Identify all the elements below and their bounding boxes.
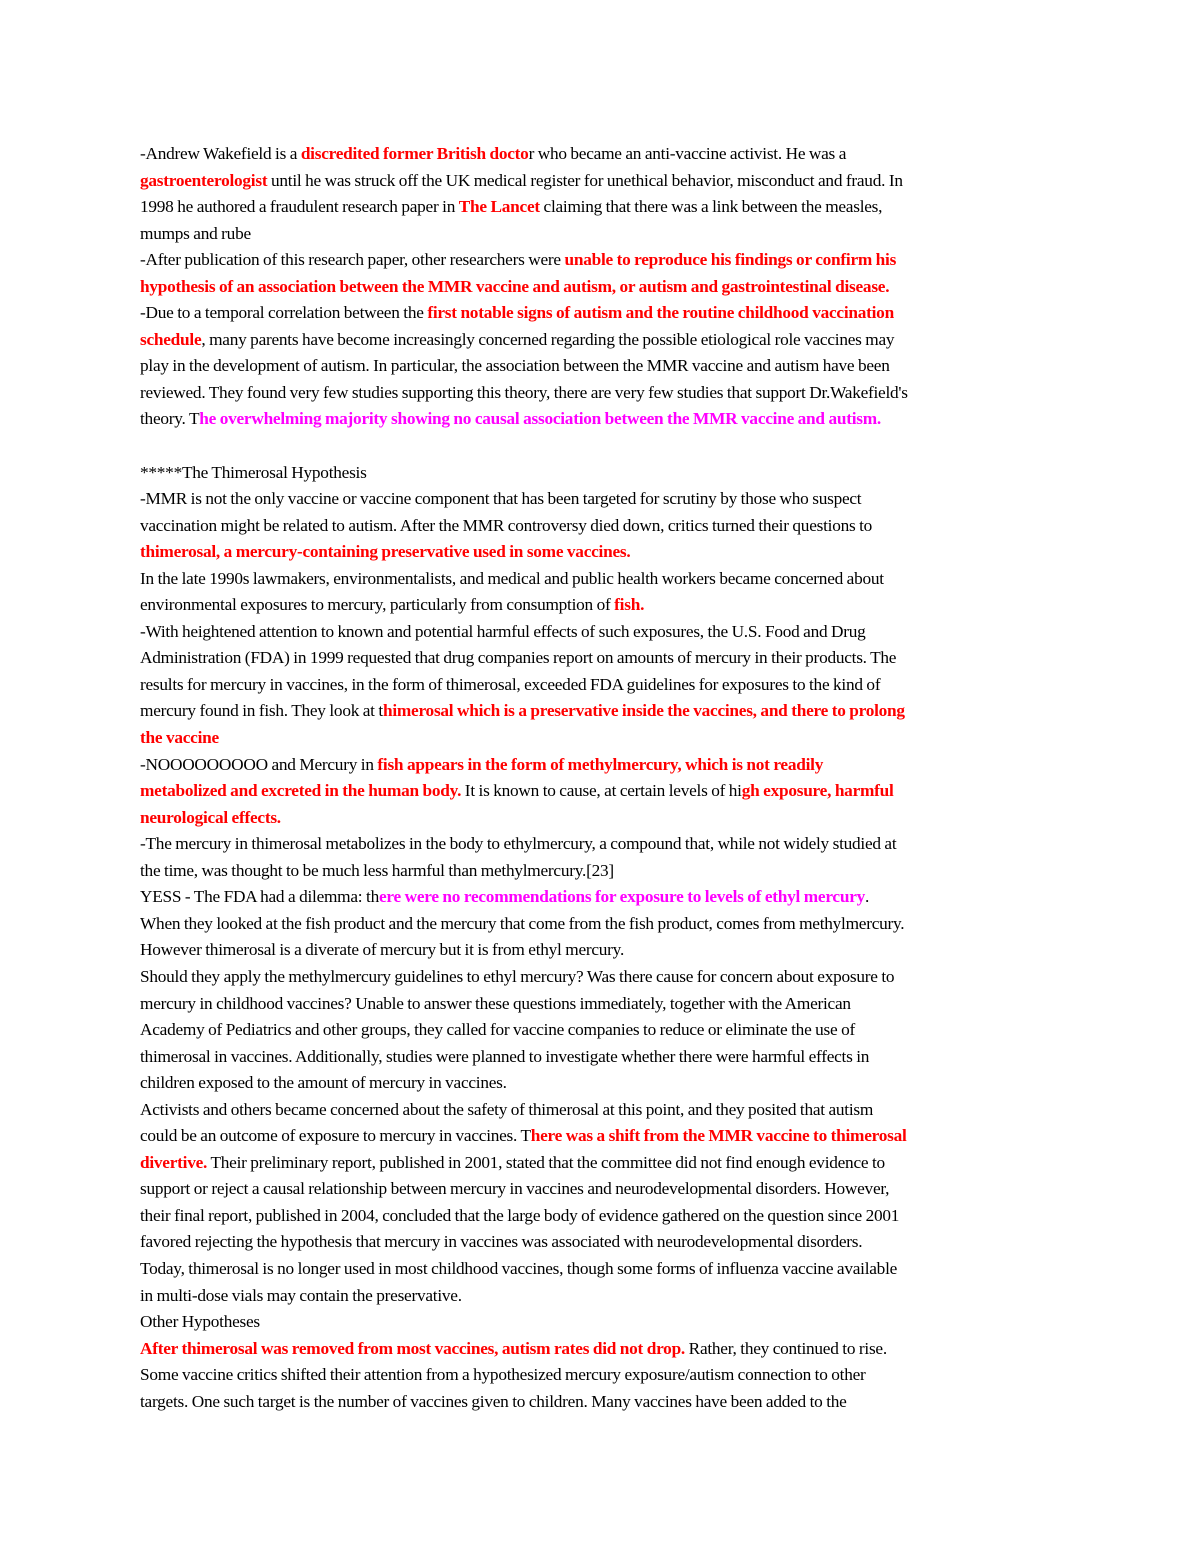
text-run: in multi-dose vials may contain the preservative. xyxy=(140,1285,462,1305)
text-run: reviewed. They found very few studies supporting this theory, there are very few studies that support Dr.Wakefield's xyxy=(140,382,908,402)
emphasis-run: here was a shift from the MMR vaccine to thimerosal xyxy=(530,1126,907,1146)
text-run: r who became an anti-vaccine activist. He was a xyxy=(528,144,847,163)
text-line xyxy=(140,1044,1065,1071)
text-line xyxy=(140,1070,1065,1097)
text-run: Rather, they continued to rise. xyxy=(685,1338,887,1358)
text-line xyxy=(140,1283,1065,1310)
text-run: the time, was thought to be much less harmful than methylmercury.[23] xyxy=(140,860,614,880)
emphasis-run: metabolized and excreted in the human body. xyxy=(140,781,462,801)
text-run: mumps and rube xyxy=(140,223,251,243)
text-run: play in the development of autism. In particular, the association between the MMR vaccine and autism have been xyxy=(140,356,890,376)
text-run: -After publication of this research paper, other researchers were xyxy=(140,250,565,270)
emphasis-run: hypothesis of an association between the MMR vaccine and autism, or autism and gastrointestinal disease. xyxy=(140,276,890,296)
emphasis-run: fish appears in the form of methylmercury, which is not readily xyxy=(377,754,824,774)
text-line xyxy=(140,513,1065,540)
text-line xyxy=(140,1017,1065,1044)
text-run: until he was struck off the UK medical register for unethical behavior, misconduct and fraud. In xyxy=(267,170,903,190)
text-line xyxy=(140,831,1065,858)
emphasis-run: schedule xyxy=(140,329,202,349)
emphasis-run: fish. xyxy=(614,595,645,615)
text-run: -Due to a temporal correlation between the xyxy=(140,303,428,323)
text-line xyxy=(140,566,1065,593)
text-line xyxy=(140,645,1065,672)
text-run: mercury in childhood vaccines? Unable to answer these questions immediately, together with the American xyxy=(140,993,851,1013)
text-run: their final report, published in 2004, concluded that the large body of evidence gathered on the question since 2001 xyxy=(140,1205,900,1225)
text-line xyxy=(140,406,1065,433)
text-run: targets. One such target is the number of vaccines given to children. Many vaccines have been added to the xyxy=(140,1391,847,1411)
text-run: mercury found in fish. They look at t xyxy=(140,701,383,721)
text-line xyxy=(140,1229,1065,1256)
text-run: -Andrew Wakefield is a xyxy=(140,144,301,163)
text-line xyxy=(140,698,1065,725)
emphasis-run: the vaccine xyxy=(140,728,219,748)
text-run: results for mercury in vaccines, in the form of thimerosal, exceeded FDA guidelines for exposures to the kind of xyxy=(140,674,881,694)
emphasis-run: gastroenterologist xyxy=(140,170,268,190)
text-line xyxy=(140,1176,1065,1203)
text-line xyxy=(140,805,1065,832)
emphasis-run: unable to reproduce his findings or confirm his xyxy=(564,250,897,270)
text-run: environmental exposures to mercury, particularly from consumption of xyxy=(140,595,615,615)
text-line xyxy=(140,247,1065,274)
emphasis-run: discredited former British docto xyxy=(300,144,529,163)
text-run: Administration (FDA) in 1999 requested that drug companies report on amounts of mercury in their products. The xyxy=(140,648,897,668)
text-line xyxy=(140,1150,1065,1177)
text-run: , many parents have become increasingly concerned regarding the possible etiological role vaccines may xyxy=(201,329,895,349)
text-line xyxy=(140,1123,1065,1150)
emphasis-run: himerosal which is a preservative inside the vaccines, and there to prolong xyxy=(382,701,905,721)
emphasis-run: he overwhelming majority showing no causal association between the MMR vaccine and autism. xyxy=(199,409,881,429)
text-line xyxy=(140,725,1065,752)
text-line xyxy=(140,539,1065,566)
text-run: . xyxy=(865,887,870,907)
text-run: It is known to cause, at certain levels of hi xyxy=(461,781,742,801)
text-run: Today, thimerosal is no longer used in most childhood vaccines, though some forms of influenza vaccine available xyxy=(140,1258,898,1278)
emphasis-run: ere were no recommendations for exposure to levels of ethyl mercury xyxy=(378,887,866,907)
emphasis-run: first notable signs of autism and the routine childhood vaccination xyxy=(427,303,894,323)
text-run: 1998 he authored a fraudulent research paper in xyxy=(140,197,459,217)
text-line xyxy=(140,1203,1065,1230)
text-run: Other Hypotheses xyxy=(140,1312,260,1332)
text-run: theory. T xyxy=(140,409,200,429)
text-run: Some vaccine critics shifted their attention from a hypothesized mercury exposure/autism connection to other xyxy=(140,1365,866,1385)
text-run: -NOOOOOOOOO and Mercury in xyxy=(140,754,378,774)
text-line xyxy=(140,858,1065,885)
text-line xyxy=(140,1336,1065,1363)
text-run: Academy of Pediatrics and other groups, they called for vaccine companies to reduce or eliminate the use of xyxy=(140,1020,856,1040)
text-line xyxy=(140,1309,1065,1336)
text-run: When they looked at the fish product and the mercury that come from the fish product, comes from methylmercury. xyxy=(140,913,905,933)
text-line xyxy=(140,619,1065,646)
text-line xyxy=(140,380,1065,407)
text-run: support or reject a causal relationship between mercury in vaccines and neurodevelopmental disorders. However, xyxy=(140,1179,890,1199)
emphasis-run: After thimerosal was removed from most vaccines, autism rates did not drop. xyxy=(140,1338,685,1358)
text-run: -The mercury in thimerosal metabolizes in the body to ethylmercury, a compound that, while not widely studied at xyxy=(140,834,897,854)
document-body xyxy=(140,141,1065,1415)
text-line xyxy=(140,1389,1065,1416)
text-line xyxy=(140,672,1065,699)
text-run: children exposed to the amount of mercury in vaccines. xyxy=(140,1073,507,1093)
text-run: vaccination might be related to autism. After the MMR controversy died down, critics turned their questions to xyxy=(140,515,873,535)
emphasis-run: thimerosal, a mercury-containing preservative used in some vaccines. xyxy=(140,542,631,562)
text-line xyxy=(140,300,1065,327)
text-run: Should they apply the methylmercury guidelines to ethyl mercury? Was there cause for concern about exposure to xyxy=(140,966,895,986)
text-run: Their preliminary report, published in 2001, stated that the committee did not find enough evidence to xyxy=(207,1152,885,1172)
text-line xyxy=(140,274,1065,301)
text-line xyxy=(140,911,1065,938)
text-line xyxy=(140,1362,1065,1389)
text-line xyxy=(140,1097,1065,1124)
text-line xyxy=(140,937,1065,964)
blank-line xyxy=(140,433,1065,460)
text-run: -With heightened attention to known and potential harmful effects of such exposures, the U.S. Food and Drug xyxy=(140,621,866,641)
text-run: *****The Thimerosal Hypothesis xyxy=(140,462,367,482)
text-line xyxy=(140,327,1065,354)
emphasis-run: divertive. xyxy=(140,1152,208,1172)
text-line xyxy=(140,486,1065,513)
text-line xyxy=(140,592,1065,619)
text-run: favored rejecting the hypothesis that mercury in vaccines was associated with neurodevelopmental disorders. xyxy=(140,1232,863,1252)
text-run: -MMR is not the only vaccine or vaccine component that has been targeted for scrutiny by those who suspect xyxy=(140,489,862,509)
text-line xyxy=(140,353,1065,380)
text-line xyxy=(140,964,1065,991)
text-line xyxy=(140,778,1065,805)
text-run: However thimerosal is a diverate of mercury but it is from ethyl mercury. xyxy=(140,940,625,960)
text-run: thimerosal in vaccines. Additionally, studies were planned to investigate whether there were harmful effects in xyxy=(140,1046,870,1066)
emphasis-run: neurological effects. xyxy=(140,807,281,827)
text-run: In the late 1990s lawmakers, environmentalists, and medical and public health workers became concerned about xyxy=(140,568,884,588)
text-line xyxy=(140,752,1065,779)
emphasis-run: gh exposure, harmful xyxy=(741,781,894,801)
text-line xyxy=(140,221,1065,248)
text-run: Activists and others became concerned about the safety of thimerosal at this point, and they posited that autism xyxy=(140,1099,874,1119)
text-line xyxy=(140,991,1065,1018)
emphasis-run: The Lancet xyxy=(458,197,540,217)
text-line xyxy=(140,1256,1065,1283)
text-line xyxy=(140,168,1065,195)
text-run: claiming that there was a link between the measles, xyxy=(539,197,883,217)
text-run: YESS - The FDA had a dilemma: th xyxy=(140,887,379,907)
text-line xyxy=(140,884,1065,911)
text-run: could be an outcome of exposure to mercury in vaccines. T xyxy=(140,1126,531,1146)
text-line xyxy=(140,141,1065,168)
text-line xyxy=(140,194,1065,221)
text-line xyxy=(140,460,1065,487)
